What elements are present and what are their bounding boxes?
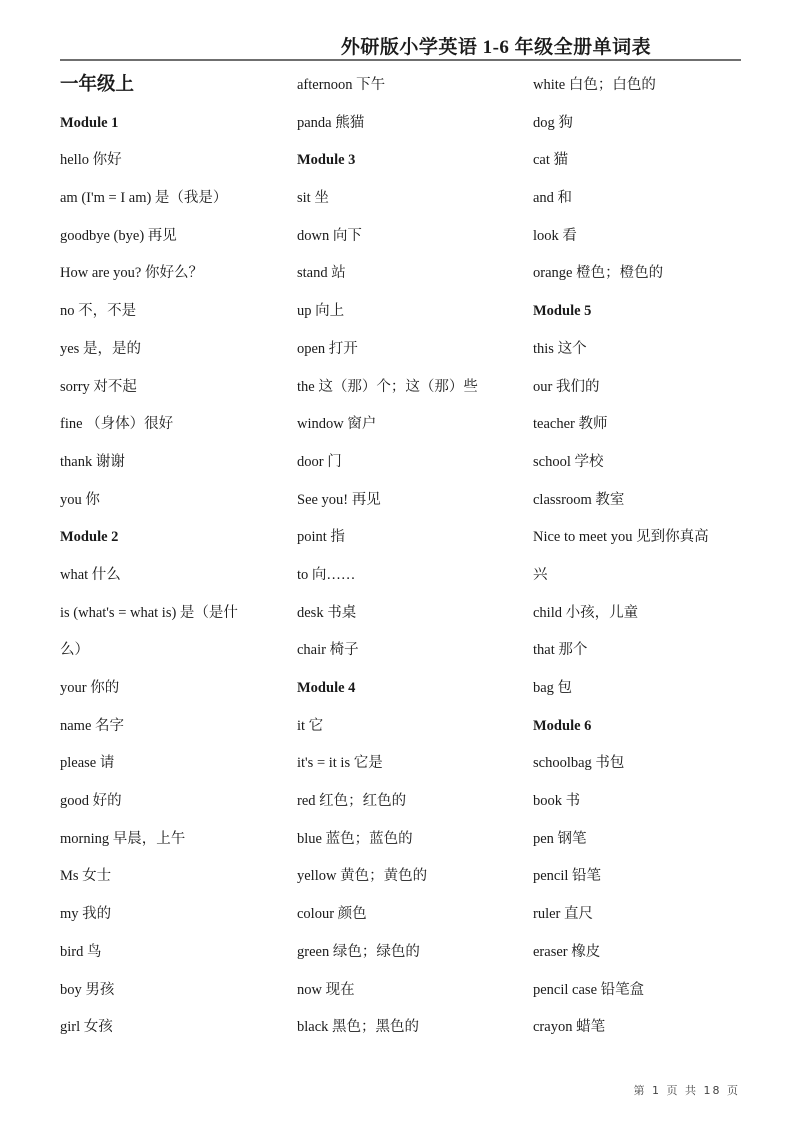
column-3 (533, 67, 768, 1047)
vocab-entry: sorry 对不起 (60, 378, 137, 395)
vocab-entry: stand 站 (297, 265, 346, 282)
vocab-entry: panda 熊猫 (297, 114, 365, 131)
vocab-entry: up 向上 (297, 303, 345, 320)
vocab-entry: afternoon 下午 (297, 77, 386, 93)
vocab-entry: point 指 (297, 529, 345, 546)
vocab-entry: name 名字 (60, 717, 125, 734)
vocab-entry: schoolbag 书包 (533, 755, 625, 772)
page-footer: 第 1 页 共 18 页 (633, 1084, 740, 1097)
vocab-entry: goodbye (bye) 再见 (60, 227, 177, 244)
grade-heading: 一年级上 (60, 75, 135, 95)
module-heading: Module 1 (60, 114, 119, 131)
vocab-entry: no 不，不是 (60, 303, 137, 320)
document-title-text: 外研版小学英语 1-6 年级全册单词表 (340, 37, 652, 58)
vocab-entry: our 我们的 (533, 378, 600, 395)
vocab-entry: white 白色；白色的 (533, 77, 656, 93)
vocab-entry: school 学校 (533, 453, 604, 470)
vocab-entry: it 它 (297, 717, 324, 734)
vocab-entry: child 小孩，儿童 (533, 604, 639, 621)
vocab-entry: See you! 再见 (297, 491, 381, 508)
vocab-entry: am (I'm = I am) 是（我是） (60, 190, 228, 207)
vocab-entry: blue 蓝色；蓝色的 (297, 830, 413, 847)
vocab-entry: to 向…… (297, 566, 356, 583)
vocab-entry: you 你 (60, 491, 100, 508)
vocab-entry: pencil 铅笔 (533, 868, 602, 885)
vocab-entry: this 这个 (533, 340, 587, 357)
vocab-entry: eraser 橡皮 (533, 943, 601, 960)
vocab-entry: girl 女孩 (60, 1019, 113, 1036)
vocab-entry: chair 椅子 (297, 642, 359, 659)
vocab-entry: now 现在 (297, 981, 355, 998)
vocab-entry: yes 是，是的 (60, 340, 141, 357)
vocab-entry: your 你的 (60, 680, 120, 696)
vocab-entry: pencil case 铅笔盒 (533, 981, 645, 998)
vocab-entry: red 红色；红色的 (297, 793, 407, 810)
vocab-entry: How are you? 你好么？ (60, 265, 203, 282)
vocab-entry: hello 你好 (60, 152, 122, 169)
vocab-entry: 么） (60, 642, 89, 659)
vocab-entry: green 绿色；绿色的 (297, 943, 420, 960)
vocab-entry: yellow 黄色；黄色的 (297, 868, 428, 885)
column-1 (60, 67, 295, 1047)
vocab-entry: crayon 蜡笔 (533, 1019, 606, 1036)
vocab-entry: pen 钢笔 (533, 830, 587, 847)
vocab-entry: 兴 (533, 566, 548, 583)
document-title (0, 32, 800, 59)
vocab-entry: sit 坐 (297, 190, 329, 207)
module-heading: Module 6 (533, 717, 592, 734)
vocab-entry: morning 早晨，上午 (60, 830, 186, 847)
vocab-entry: fine （身体）很好 (60, 416, 174, 433)
vocab-entry: bird 鸟 (60, 943, 102, 960)
vocab-entry: down 向下 (297, 227, 362, 244)
vocab-entry: teacher 教师 (533, 416, 608, 433)
vocab-entry: cat 猫 (533, 152, 569, 169)
column-2 (297, 67, 532, 1047)
vocab-entry: dog 狗 (533, 114, 573, 131)
vocab-entry: door 门 (297, 453, 342, 470)
vocab-entry: book 书 (533, 793, 581, 810)
vocab-entry: Nice to meet you 见到你真高 (533, 529, 709, 546)
title-divider (60, 59, 741, 61)
vocab-entry: Ms 女士 (60, 868, 112, 885)
vocab-entry: open 打开 (297, 340, 358, 357)
module-heading: Module 5 (533, 303, 592, 320)
vocab-entry: window 窗户 (297, 416, 377, 433)
vocab-entry: the 这（那）个；这（那）些 (297, 378, 478, 395)
vocab-entry: thank 谢谢 (60, 453, 125, 470)
vocab-entry: ruler 直尺 (533, 906, 593, 923)
module-heading: Module 4 (297, 680, 356, 696)
vocab-entry: classroom 教室 (533, 491, 625, 508)
vocab-entry: it's = it is 它是 (297, 755, 383, 772)
vocab-entry: colour 颜色 (297, 906, 367, 923)
vocab-entry: orange 橙色；橙色的 (533, 265, 664, 282)
vocab-entry: good 好的 (60, 793, 122, 810)
vocab-entry: desk 书桌 (297, 604, 357, 621)
vocab-entry: bag 包 (533, 680, 573, 696)
vocab-entry: that 那个 (533, 642, 588, 659)
module-heading: Module 2 (60, 529, 119, 546)
vocab-entry: black 黑色；黑色的 (297, 1019, 420, 1036)
vocab-entry: what 什么 (60, 566, 121, 583)
vocab-entry: boy 男孩 (60, 981, 115, 998)
vocab-entry: my 我的 (60, 906, 112, 923)
vocab-entry: please 请 (60, 755, 115, 772)
module-heading: Module 3 (297, 152, 356, 169)
vocab-entry: and 和 (533, 190, 573, 207)
vocab-entry: look 看 (533, 227, 577, 244)
vocab-entry: is (what's = what is) 是（是什 (60, 604, 238, 621)
